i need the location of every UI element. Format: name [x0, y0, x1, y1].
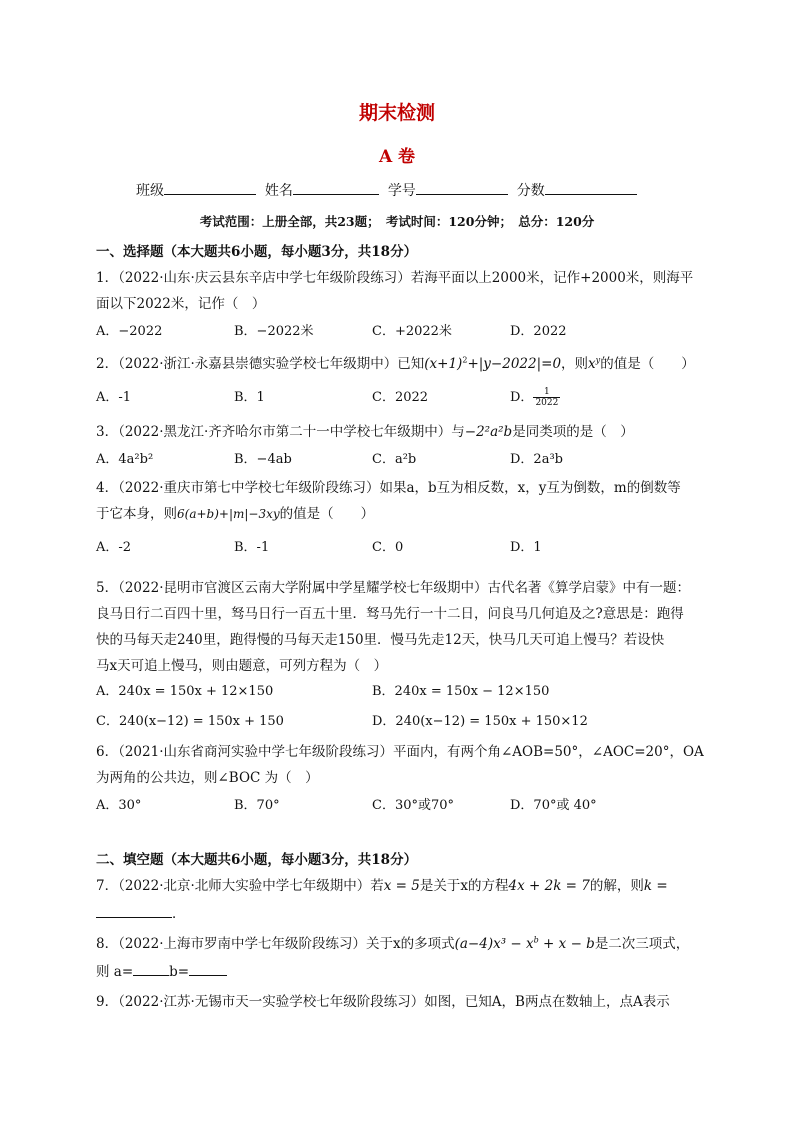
- question-3-suffix: 是同类项的是（ ）: [512, 424, 634, 440]
- question-8-a-blank[interactable]: [133, 962, 169, 976]
- question-1-line-2: 面以下2022米，记作（ ）: [96, 296, 266, 312]
- question-8-prefix: 8．（2022·上海市罗南中学七年级阶段练习）关于x的多项式: [96, 936, 455, 952]
- name-label: 姓名: [264, 183, 293, 199]
- fraction-denominator: 2022: [535, 398, 559, 408]
- question-8-expr-tail: + x − b: [538, 936, 595, 952]
- question-7-mid: 是关于x的方程: [419, 878, 509, 894]
- question-7-end: ．: [172, 906, 186, 922]
- question-2-option-d-label: D．: [510, 390, 534, 405]
- question-4-line-2: [96, 502, 374, 522]
- question-2-expr-b: +|y−2022|=0: [467, 356, 562, 372]
- question-5-option-b[interactable]: B．240x = 150x − 12×150: [372, 684, 550, 699]
- question-5-option-d[interactable]: D．240(x−12) = 150x + 150×12: [372, 714, 588, 729]
- question-9-line-1: 9．（2022·江苏·无锡市天一实验学校七年级阶段练习）如图，已知A，B两点在数轴上，点A表示: [96, 994, 670, 1010]
- page-subtitle: A 卷: [378, 147, 416, 167]
- question-5-option-c[interactable]: C．240(x−12) = 150x + 150: [96, 714, 284, 729]
- question-1-option-d[interactable]: D．2022: [510, 324, 567, 339]
- question-8-line-1: [96, 932, 689, 952]
- question-6-option-c[interactable]: C．30°或70°: [372, 798, 455, 813]
- question-5-line-3: 快的马每天走240里，跑得慢的马每天走150里．慢马先走12天，快马几天可追上慢马？若设快: [96, 632, 665, 648]
- question-2-suffix: ，则: [561, 356, 589, 372]
- question-3-option-c[interactable]: C．a²b: [372, 452, 417, 467]
- question-7-line-1: [96, 874, 668, 894]
- page-title: 期末检测: [358, 102, 435, 124]
- id-label: 学号: [387, 183, 416, 199]
- question-5-option-a[interactable]: A．240x = 150x + 12×150: [96, 684, 274, 699]
- question-6-line-1: 6．（2021·山东省商河实验中学七年级阶段练习）平面内，有两个角∠AOB=50°，∠AOC=20°，OA: [96, 744, 704, 760]
- question-7-expr-1: x = 5: [383, 878, 420, 894]
- question-2-xy: $x^y$: [588, 355, 601, 372]
- question-1-line-1: 1．（2022·山东·庆云县东辛店中学七年级阶段练习）若海平面以上2000米，记作+2000米，则海平: [96, 270, 694, 286]
- question-2-option-a[interactable]: A．-1: [96, 390, 132, 405]
- question-3-expr: −2²a²b: [464, 424, 513, 440]
- question-5-line-2: 良马日行二百四十里，驽马日行一百五十里．驽马先行一十二日，问良马几何追及之?意思是：跑得: [96, 606, 684, 622]
- question-1-option-b[interactable]: B．−2022米: [234, 324, 314, 339]
- question-7-line-2: [96, 902, 186, 922]
- question-4-prefix: 于它本身，则: [96, 506, 177, 522]
- question-4-suffix: 的值是（ ）: [279, 506, 375, 522]
- question-3-option-d[interactable]: D．2a³b: [510, 452, 563, 467]
- id-blank[interactable]: [416, 180, 508, 195]
- score-label: 分数: [516, 183, 545, 199]
- section-heading-fill: 二、填空题（本大题共6小题，每小题3分，共18分）: [96, 852, 418, 868]
- question-8-b-blank[interactable]: [189, 962, 227, 976]
- question-2-option-b[interactable]: B．1: [234, 390, 265, 405]
- question-8-a-label: 则 a=: [96, 964, 134, 980]
- question-1-option-c[interactable]: C．+2022米: [372, 324, 452, 339]
- question-6-line-2: 为两角的公共边，则∠BOC 为（ ）: [96, 770, 319, 786]
- question-6-option-a[interactable]: A．30°: [96, 798, 142, 813]
- question-3-option-b[interactable]: B．−4ab: [234, 452, 292, 467]
- question-4-option-c[interactable]: C．0: [372, 540, 404, 555]
- question-2-line-1: [96, 352, 695, 372]
- question-7-prefix: 7．（2022·北京·北师大实验中学七年级期中）若: [96, 878, 384, 894]
- exam-scope: 考试范围：上册全部，共23题； 考试时间：120分钟； 总分：120分: [199, 214, 595, 229]
- question-8-b-label: b=: [169, 964, 190, 980]
- question-6-option-b[interactable]: B．70°: [234, 798, 280, 813]
- question-8-exp-b: b: [533, 935, 539, 945]
- question-4-line-1: 4．（2022·重庆市第七中学校七年级阶段练习）如果a，b互为相反数，x，y互为倒数，m的倒数等: [96, 480, 681, 496]
- fraction-numerator: 1: [533, 387, 560, 398]
- question-4-option-b[interactable]: B．-1: [234, 540, 270, 555]
- question-8-line-2: [96, 960, 227, 980]
- question-3-line-1: [96, 420, 634, 440]
- question-5-line-4: 马x天可追上慢马，则由题意，可列方程为（ ）: [96, 658, 388, 674]
- question-1-option-a[interactable]: A．−2022: [96, 324, 163, 339]
- question-5-line-1: 5．（2022·昆明市官渡区云南大学附属中学星耀学校七年级期中）古代名著《算学启蒙》中有一题：: [96, 580, 690, 596]
- student-info-row: [136, 180, 637, 200]
- question-2-fraction: [533, 387, 560, 408]
- question-6-option-d[interactable]: D．70°或 40°: [510, 798, 597, 813]
- question-8-expr: (a−4)x³ − x: [454, 936, 534, 952]
- question-4-option-d[interactable]: D．1: [510, 540, 542, 555]
- question-7-expr-2: 4x + 2k = 7: [508, 878, 590, 894]
- class-blank[interactable]: [164, 180, 256, 195]
- question-8-suffix: 是二次三项式，: [594, 936, 690, 952]
- question-3-prefix: 3．（2022·黑龙江·齐齐哈尔市第二十一中学校七年级期中）与: [96, 424, 465, 440]
- question-4-expr: 6(a+b)+|m|−3xy: [177, 507, 280, 521]
- name-blank[interactable]: [293, 180, 379, 195]
- class-label: 班级: [136, 183, 164, 199]
- question-2-expr-a: (x+1): [424, 356, 463, 372]
- question-2-prefix: 2．（2022·浙江·永嘉县崇德实验学校七年级期中）已知: [96, 356, 425, 372]
- section-heading-choice: 一、选择题（本大题共6小题，每小题3分，共18分）: [96, 244, 418, 260]
- question-3-option-a[interactable]: A．4a²b²: [96, 452, 154, 467]
- question-7-k: k =: [643, 878, 668, 894]
- question-7-answer-blank[interactable]: [96, 904, 172, 918]
- question-7-suffix: 的解，则: [589, 878, 644, 894]
- question-4-option-a[interactable]: A．-2: [96, 540, 132, 555]
- score-blank[interactable]: [545, 180, 637, 195]
- question-2-option-d[interactable]: [510, 386, 560, 408]
- question-2-option-c[interactable]: C．2022: [372, 390, 429, 405]
- question-2-exp: 2: [462, 355, 468, 365]
- question-2-tail: 的值是（ ）: [600, 356, 695, 372]
